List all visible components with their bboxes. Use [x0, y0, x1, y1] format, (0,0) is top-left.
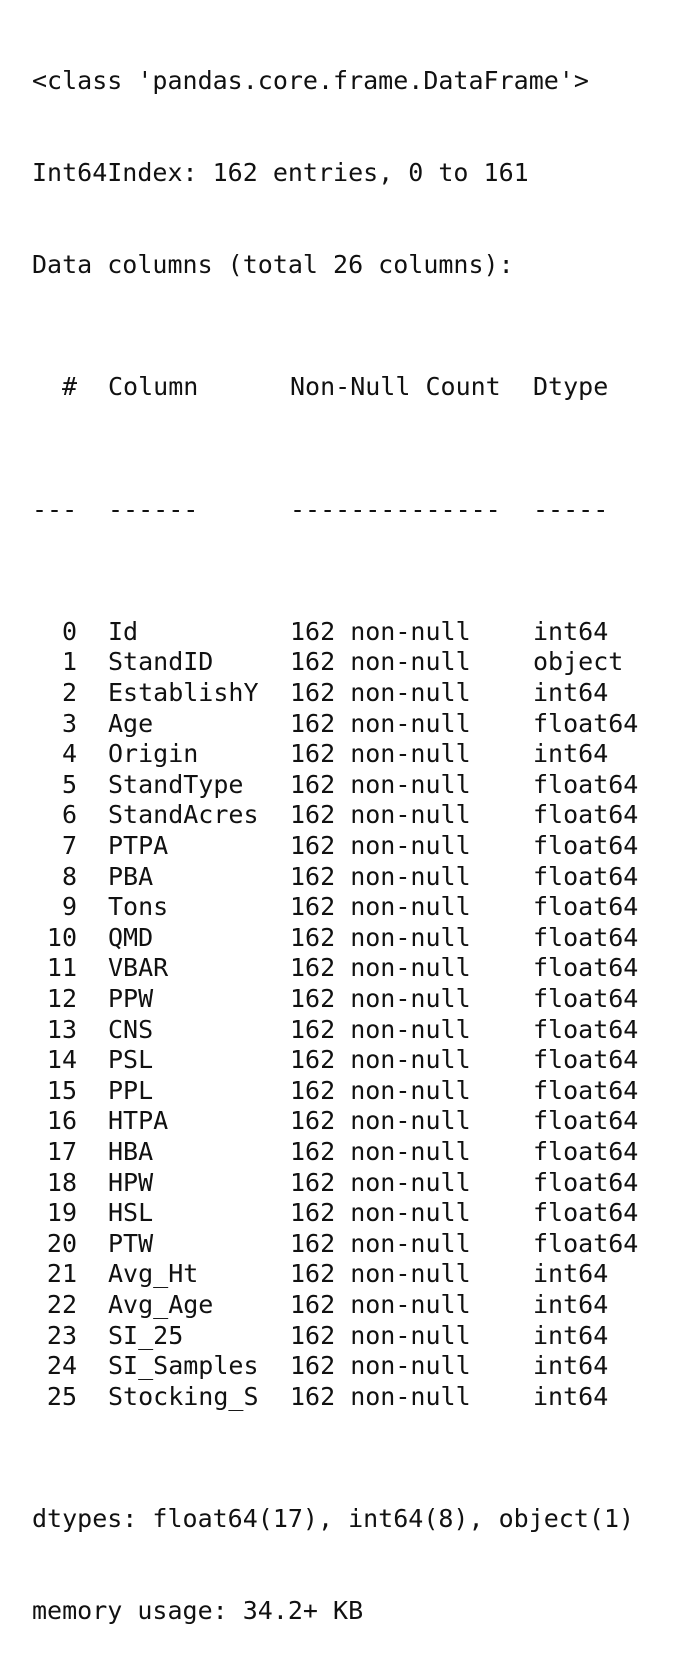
table-row — [32, 922, 639, 954]
table-row — [32, 1045, 639, 1076]
row-index: 2 — [61, 678, 77, 708]
row-index: 12 — [46, 984, 77, 1013]
row-index: 4 — [61, 739, 77, 769]
row-index: 1 — [61, 647, 77, 677]
row-index: 5 — [61, 769, 77, 799]
row-dtype: int64 — [533, 616, 609, 646]
row-index: 15 — [46, 1075, 77, 1105]
row-dtype: int64 — [533, 1320, 609, 1350]
row-dtype: int64 — [533, 1351, 609, 1381]
row-non-null-count: 162 non-null — [290, 647, 471, 677]
header-hash: # — [61, 372, 77, 402]
row-column-name: PBA — [108, 861, 154, 891]
row-column-name: PPW — [108, 984, 154, 1013]
row-non-null-count: 162 non-null — [290, 1228, 471, 1258]
row-dtype: object — [533, 647, 624, 677]
table-row — [32, 708, 639, 740]
row-dtype: float64 — [533, 861, 639, 891]
row-index: 19 — [46, 1198, 77, 1228]
table-row — [32, 769, 639, 801]
row-non-null-count: 162 non-null — [290, 1351, 471, 1381]
row-column-name: HSL — [108, 1198, 154, 1228]
row-index: 11 — [46, 953, 77, 983]
row-index: 25 — [46, 1381, 77, 1411]
row-non-null-count: 162 non-null — [290, 1381, 471, 1411]
row-non-null-count: 162 non-null — [290, 1289, 471, 1319]
row-dtype: float64 — [533, 1136, 639, 1166]
header-count: Non-Null Count — [290, 372, 501, 402]
row-column-name: Avg_Age — [108, 1289, 214, 1319]
row-index: 8 — [61, 861, 77, 891]
table-row — [32, 892, 639, 923]
row-non-null-count: 162 non-null — [290, 616, 471, 646]
table-row — [32, 953, 639, 984]
row-column-name: Age — [108, 708, 154, 738]
separator-column: ------ — [108, 494, 199, 524]
row-dtype: float64 — [533, 708, 639, 738]
row-non-null-count: 162 non-null — [290, 984, 471, 1013]
row-column-name: SI_Samples — [108, 1351, 259, 1381]
table-row — [32, 1321, 634, 1352]
row-column-name: EstablishY — [108, 678, 259, 708]
row-dtype: float64 — [533, 1014, 639, 1044]
memory-line: memory usage: 34.2+ KB — [32, 1595, 364, 1625]
class-line: <class 'pandas.core.frame.DataFrame'> — [32, 66, 589, 96]
row-dtype: int64 — [533, 678, 609, 708]
row-column-name: PPL — [108, 1075, 154, 1105]
row-non-null-count: 162 non-null — [290, 861, 471, 891]
row-dtype: float64 — [533, 1106, 639, 1136]
row-dtype: int64 — [533, 1289, 609, 1319]
dtypes-line: dtypes: float64(17), int64(8), object(1) — [32, 1504, 635, 1534]
row-column-name: VBAR — [108, 953, 169, 983]
row-index: 16 — [46, 1106, 77, 1136]
table-row — [32, 1014, 639, 1046]
row-non-null-count: 162 non-null — [290, 922, 471, 952]
row-column-name: Tons — [108, 892, 169, 922]
row-non-null-count: 162 non-null — [290, 1198, 471, 1228]
row-non-null-count: 162 non-null — [290, 1014, 471, 1044]
table-row — [32, 647, 634, 678]
table-row — [32, 1351, 634, 1382]
row-column-name: QMD — [108, 922, 154, 952]
row-non-null-count: 162 non-null — [290, 1045, 471, 1075]
header-column: Column — [108, 372, 199, 402]
row-non-null-count: 162 non-null — [290, 739, 471, 769]
row-dtype: float64 — [533, 892, 639, 922]
row-index: 20 — [46, 1228, 77, 1258]
row-non-null-count: 162 non-null — [290, 769, 471, 799]
row-index: 17 — [46, 1136, 77, 1166]
row-dtype: float64 — [533, 984, 639, 1013]
table-row — [32, 984, 639, 1015]
table-row — [32, 1382, 634, 1413]
row-dtype: int64 — [533, 1381, 609, 1411]
row-column-name: HTPA — [108, 1106, 169, 1136]
row-index: 22 — [46, 1289, 77, 1319]
row-non-null-count: 162 non-null — [290, 953, 471, 983]
table-row — [32, 678, 634, 709]
row-column-name: StandAcres — [108, 800, 259, 830]
table-row — [32, 739, 634, 770]
row-column-name: PTW — [108, 1228, 154, 1258]
row-column-name: HBA — [108, 1136, 154, 1166]
row-dtype: float64 — [533, 769, 639, 799]
row-non-null-count: 162 non-null — [290, 800, 471, 830]
row-index: 13 — [46, 1014, 77, 1044]
row-dtype: float64 — [533, 1075, 639, 1105]
row-column-name: CNS — [108, 1014, 154, 1044]
row-column-name: PTPA — [108, 831, 169, 861]
dataframe-info-output — [32, 5, 639, 1657]
row-column-name: Stocking_S — [108, 1381, 259, 1411]
table-row — [32, 617, 634, 648]
table-row — [32, 1075, 639, 1107]
row-index: 3 — [61, 708, 77, 738]
row-non-null-count: 162 non-null — [290, 1320, 471, 1350]
table-row — [32, 1136, 639, 1168]
separator-hash: --- — [32, 494, 78, 524]
table-row — [32, 1198, 639, 1229]
index-line: Int64Index: 162 entries, 0 to 161 — [32, 157, 529, 187]
row-non-null-count: 162 non-null — [290, 831, 471, 861]
table-row — [32, 1228, 639, 1260]
row-index: 23 — [46, 1320, 77, 1350]
row-column-name: Avg_Ht — [108, 1259, 199, 1289]
column-rows — [32, 616, 639, 1412]
row-non-null-count: 162 non-null — [290, 1259, 471, 1289]
table-row — [32, 831, 639, 862]
row-index: 0 — [61, 616, 77, 646]
row-non-null-count: 162 non-null — [290, 1106, 471, 1136]
row-dtype: int64 — [533, 739, 609, 769]
row-dtype: int64 — [533, 1259, 609, 1289]
row-non-null-count: 162 non-null — [290, 708, 471, 738]
row-index: 18 — [46, 1167, 77, 1197]
row-dtype: float64 — [533, 800, 639, 830]
row-dtype: float64 — [533, 953, 639, 983]
row-dtype: float64 — [533, 1167, 639, 1197]
row-index: 7 — [61, 831, 77, 861]
row-index: 14 — [46, 1045, 77, 1075]
separator-dtype: ----- — [533, 494, 609, 524]
row-non-null-count: 162 non-null — [290, 1136, 471, 1166]
row-index: 24 — [46, 1351, 77, 1381]
row-index: 10 — [46, 922, 77, 952]
table-row — [32, 1106, 639, 1137]
table-header — [32, 372, 634, 403]
row-dtype: float64 — [533, 831, 639, 861]
row-index: 21 — [46, 1259, 77, 1289]
row-index: 9 — [61, 892, 77, 922]
row-column-name: StandType — [108, 769, 244, 799]
table-row — [32, 1167, 639, 1199]
row-column-name: HPW — [108, 1167, 154, 1197]
row-column-name: Id — [108, 616, 139, 646]
columns-line: Data columns (total 26 columns): — [32, 249, 514, 279]
header-dtype: Dtype — [533, 372, 609, 402]
table-row — [32, 861, 639, 893]
separator-count: -------------- — [290, 494, 501, 524]
row-dtype: float64 — [533, 1045, 639, 1075]
table-row — [32, 1290, 634, 1321]
row-dtype: float64 — [533, 1198, 639, 1228]
row-index: 6 — [61, 800, 77, 830]
table-row — [32, 800, 639, 831]
row-non-null-count: 162 non-null — [290, 1167, 471, 1197]
row-non-null-count: 162 non-null — [290, 1075, 471, 1105]
row-dtype: float64 — [533, 1228, 639, 1258]
row-column-name: SI_25 — [108, 1320, 184, 1350]
row-column-name: PSL — [108, 1045, 154, 1075]
row-non-null-count: 162 non-null — [290, 678, 471, 708]
row-column-name: Origin — [108, 739, 199, 769]
table-row — [32, 1259, 634, 1290]
row-dtype: float64 — [533, 922, 639, 952]
table-separator — [32, 495, 634, 526]
row-non-null-count: 162 non-null — [290, 892, 471, 922]
row-column-name: StandID — [108, 647, 214, 677]
